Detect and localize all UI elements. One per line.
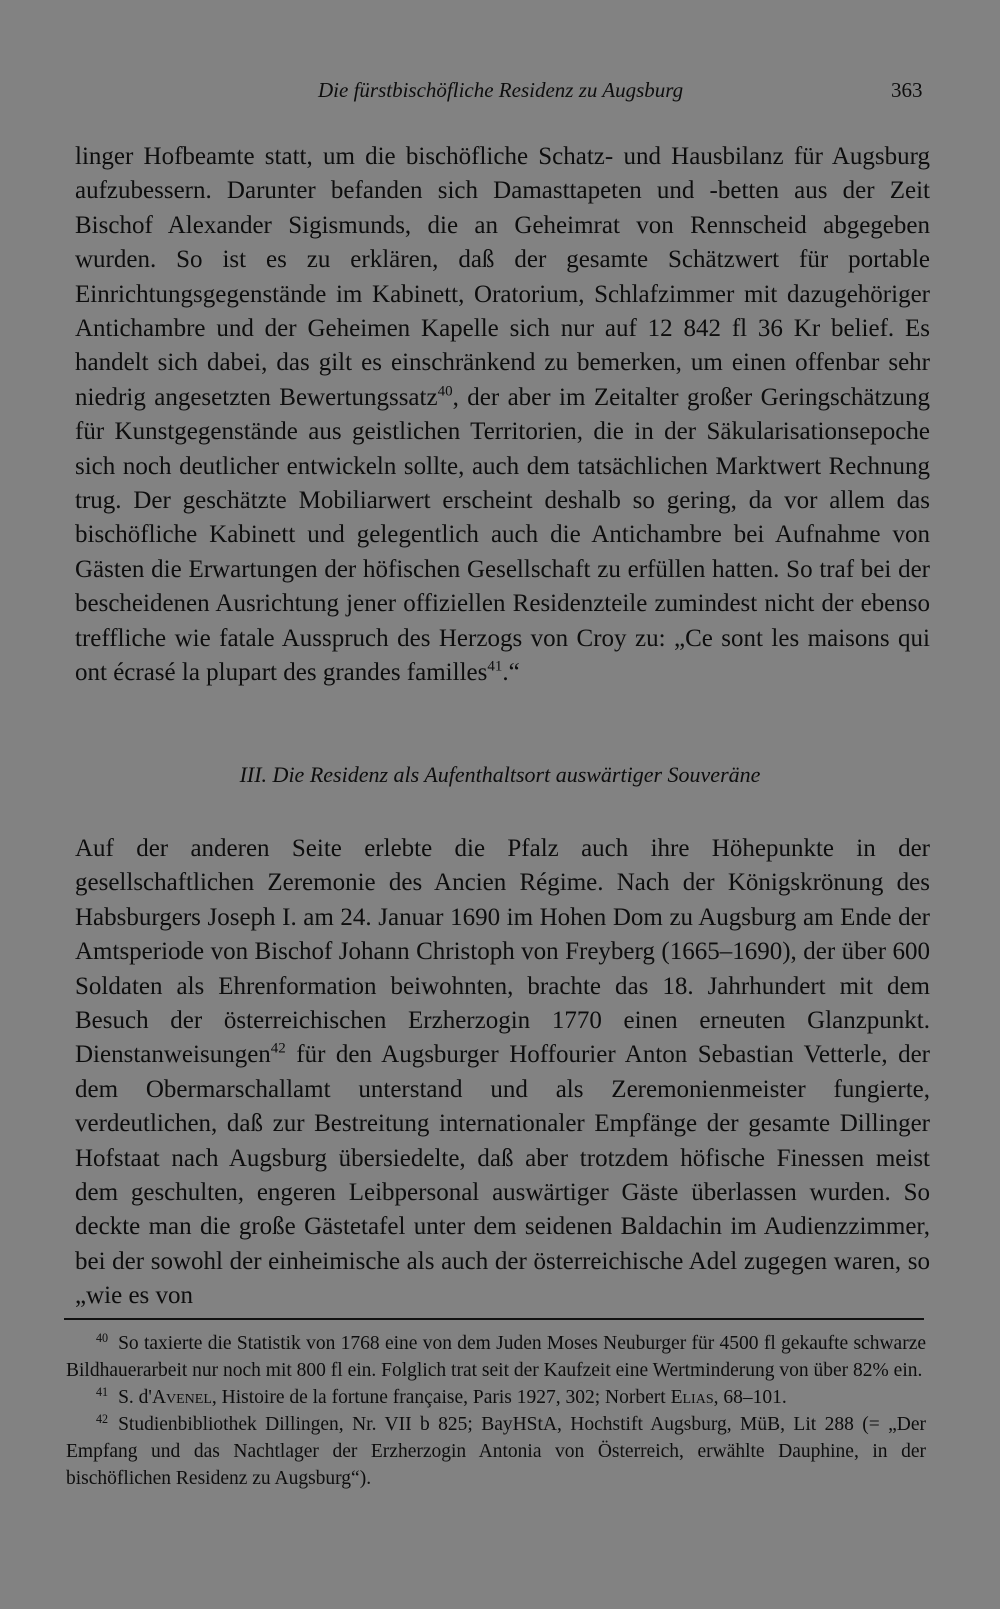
footnotes xyxy=(66,1330,926,1492)
author-name: Elias xyxy=(670,1387,714,1408)
section-heading: III. Die Residenz als Aufenthaltsort auswärtiger Souveräne xyxy=(239,762,761,787)
paragraph-2-text-b: für den Augsburger Hoffourier Anton Sebastian Vetterle, der dem Obermarschallamt unterstand und als Zeremonienmeister fungierte, verdeutlichen, daß zur Bestreitung internationaler Empfänge der gesamte Dillinger Hofstaat nach Augsburg übersiedelte, daß aber trotzdem höfische Finessen meist dem geschulten, engeren Leibpersonal auswärtiger Gäste überlassen wurden. So deckte man die große Gästetafel unter dem seidenen Baldachin im Audienzzimmer, bei der sowohl der einheimische als auch der österreichische Adel zugegen waren, so „wie es von xyxy=(75,1041,930,1310)
paragraph-1 xyxy=(75,140,930,691)
footnote-text: , Histoire de la fortune française, Paris 1927, 302; Norbert xyxy=(211,1387,671,1408)
footnote-number: 40 xyxy=(96,1330,109,1345)
footnote-text: , 68–101. xyxy=(713,1387,787,1408)
paragraph-1-text-b: , der aber im Zeitalter großer Geringschätzung für Kunstgegenstände aus geistlichen Territorien, die in der Säkularisationsepoche sich noch deutlicher entwickeln sollte, auch dem tatsächlichen Marktwert Rechnung trug. Der geschätzte Mobiliarwert erscheint deshalb so gering, da vor allem das bischöfliche Kabinett und gelegentlich auch die Antichambre bei Aufnahme von Gästen die Erwartungen der höfischen Gesellschaft zu erfüllen hatten. So traf bei der bescheidenen Ausrichtung jener offiziellen Residenzteile zumindest nicht der ebenso treffliche wie fatale Ausspruch des Herzogs von Croy zu: „Ce sont les maisons qui ont écrasé la plupart des grandes familles xyxy=(75,383,930,687)
footnote-number: 41 xyxy=(96,1384,109,1399)
paragraph-1-text-a: linger Hofbeamte statt, um die bischöfliche Schatz- und Hausbilanz für Augsburg aufzubessern. Darunter befanden sich Damasttapeten und -betten aus der Zeit Bischof Alexander Sigismunds, die an Geheimrat von Rennscheid abgegeben wurden. So ist es zu erklären, daß der gesamte Schätzwert für portable Einrichtungsgegenstände im Kabinett, Oratorium, Schlafzimmer mit dazugehöriger Antichambre und der Geheimen Kapelle sich nur auf 12 842 fl 36 Kr belief. Es handelt sich dabei, das gilt es einschränkend zu bemerken, um einen offenbar sehr niedrig angesetzten Bewertungssatz xyxy=(75,143,930,411)
footnote-ref-40[interactable]: 40 xyxy=(437,383,453,400)
paragraph-2-text-a: Auf der anderen Seite erlebte die Pfalz auch ihre Höhepunkte in der gesellschaftlichen Zeremonie des Ancien Régime. Nach der Königskrönung des Habsburgers Joseph I. am 24. Januar 1690 im Hohen Dom zu Augsburg am Ende der Amtsperiode von Bischof Johann Christoph von Freyberg (1665–1690), der über 600 Soldaten als Ehrenformation beiwohnten, brachte das 18. Jahrhundert mit dem Besuch der österreichischen Erzherzogin 1770 einen erneuten Glanzpunkt. Dienstanweisungen xyxy=(75,835,930,1069)
page-number: 363 xyxy=(891,78,923,102)
footnote-text: Studienbibliothek Dillingen, Nr. VII b 825; BayHStA, Hochstift Augsburg, MüB, Lit 288 (= „Der Empfang und das Nachtlager der Erzherzogin Antonia von Österreich, erwählte Dauphine, in der bischöflichen Residenz zu Augsburg“). xyxy=(66,1414,926,1489)
footnote-number: 42 xyxy=(96,1411,109,1426)
paragraph-2 xyxy=(75,832,930,1314)
running-title: Die fürstbischöfliche Residenz zu Augsburg xyxy=(318,78,684,102)
footnote-text: So taxierte die Statistik von 1768 eine von dem Juden Moses Neuburger für 4500 fl gekaufte schwarze Bildhauerarbeit nur noch mit 800 fl ein. Folglich trat seit der Kaufzeit eine Wertminderung von über 82% ein. xyxy=(66,1333,926,1381)
paragraph-1-text-c: .“ xyxy=(502,659,520,687)
running-head xyxy=(0,72,1000,112)
footnote-ref-42[interactable]: 42 xyxy=(270,1041,286,1058)
footnote-ref-41[interactable]: 41 xyxy=(487,658,503,675)
footnote-41 xyxy=(66,1384,926,1411)
author-name: Avenel xyxy=(151,1387,212,1408)
footnote-40 xyxy=(66,1330,926,1384)
footnote-42 xyxy=(66,1411,926,1492)
footnote-divider xyxy=(64,1318,924,1320)
footnote-text: S. d' xyxy=(118,1387,152,1408)
